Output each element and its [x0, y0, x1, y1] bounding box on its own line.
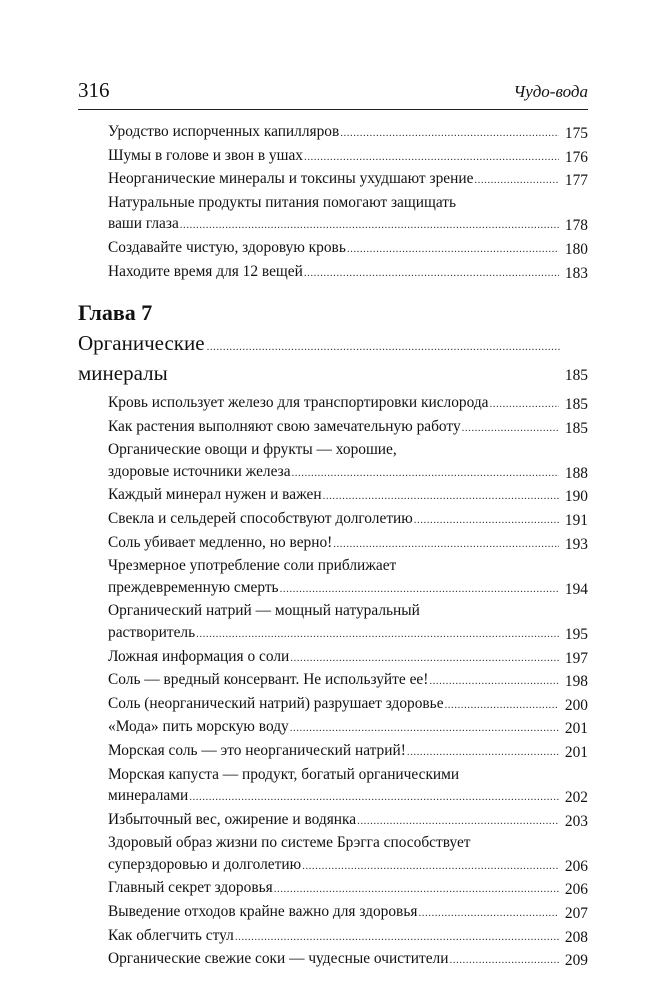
- toc-entry-last-line: [108, 168, 560, 192]
- page-number: 316: [78, 78, 110, 102]
- toc-entry-line: [108, 439, 560, 461]
- toc-entry-text: Соль убивает медленно, но верно!: [108, 533, 333, 551]
- chapter-page: 185: [564, 367, 588, 384]
- toc-entry-page: 203: [564, 812, 588, 830]
- toc-entry-page: 201: [564, 743, 588, 761]
- toc-entry-page: 177: [564, 172, 588, 190]
- toc-entry[interactable]: [78, 925, 588, 949]
- toc-entry-text: Ложная информация о соли: [108, 647, 290, 665]
- toc-top-list: [78, 121, 588, 284]
- header-rule: [78, 109, 588, 110]
- toc-entry-last-line: [108, 213, 560, 237]
- toc-entry-text: Морская соль — это неорганический натрий!: [108, 741, 406, 759]
- toc-entry[interactable]: [78, 192, 588, 237]
- toc-entry-page: 194: [564, 580, 588, 598]
- leader-dots: [347, 239, 559, 261]
- toc-entry-page: 206: [564, 857, 588, 875]
- leader-dots: [340, 123, 559, 145]
- toc-entry-text: Органические свежие соки — чудесные очистители: [108, 950, 449, 968]
- toc-entry-text: суперздоровью и долголетию: [108, 855, 302, 873]
- toc-entry-text: Здоровый образ жизни по системе Брэгга способствует: [108, 834, 471, 852]
- toc-entry[interactable]: [78, 901, 588, 925]
- toc-entry-last-line: [108, 669, 560, 693]
- toc-entry-page: 202: [564, 789, 588, 807]
- toc-entry[interactable]: [78, 555, 588, 600]
- toc-entry-text: Кровь использует железо для транспортировки кислорода: [108, 394, 489, 411]
- toc-entry[interactable]: [78, 693, 588, 717]
- leader-dots: [418, 903, 559, 925]
- toc-entry-last-line: [108, 392, 560, 416]
- leader-dots: [323, 486, 559, 508]
- leader-dots: [280, 579, 559, 601]
- toc-entry-last-line: [108, 121, 560, 145]
- toc-entry-text: Соль — вредный консервант. Не используйте ее!: [108, 671, 429, 689]
- toc-entry-page: 191: [564, 511, 588, 529]
- toc-entry-text: «Мода» пить морскую воду: [108, 718, 289, 736]
- toc-entry[interactable]: [78, 416, 588, 440]
- toc-entry[interactable]: [78, 532, 588, 556]
- toc-entry-last-line: [108, 484, 560, 508]
- toc-entry-last-line: [108, 416, 560, 440]
- toc-entry-last-line: [108, 854, 560, 878]
- toc-entry-last-line: [108, 577, 560, 601]
- leader-dots: [490, 394, 559, 416]
- leader-dots: [304, 147, 559, 169]
- leader-dots: [445, 695, 559, 717]
- toc-entry-page: 180: [564, 240, 588, 258]
- toc-entry-text: Соль (неорганический натрий) разрушает здоровье: [108, 694, 444, 712]
- toc-entry-line: [108, 764, 560, 786]
- leader-dots: [474, 170, 559, 192]
- toc-entry-last-line: [108, 877, 560, 901]
- toc-entry-last-line: [108, 740, 560, 764]
- leader-dots: [290, 718, 559, 740]
- toc-entry[interactable]: [78, 237, 588, 261]
- toc-entry[interactable]: [78, 832, 588, 877]
- page-header: [78, 78, 588, 108]
- toc-entry-last-line: [108, 237, 560, 261]
- toc-entry-page: 208: [564, 928, 588, 946]
- toc-entry-text: Главный секрет здоровья: [108, 879, 273, 897]
- toc-entry-text: минералами: [108, 787, 189, 805]
- toc-entry-text: Как растения выполняют свою замечательную работу: [108, 417, 461, 435]
- toc-entry-last-line: [108, 901, 560, 925]
- toc-entry-page: 200: [564, 696, 588, 714]
- toc-entry-text: Чрезмерное употребление соли приближает: [108, 557, 397, 575]
- toc-entry-line: [108, 600, 560, 622]
- leader-dots: [429, 671, 559, 693]
- leader-dots: [449, 950, 559, 972]
- chapter-block: [78, 279, 588, 972]
- leader-dots: [407, 742, 559, 764]
- toc-chapter-list: [78, 392, 588, 972]
- toc-entry[interactable]: [78, 121, 588, 145]
- leader-dots: [292, 463, 559, 485]
- toc-entry-text: Выведение отходов крайне важно для здоровья: [108, 903, 418, 921]
- toc-entry-page: 198: [564, 673, 588, 691]
- leader-dots: [235, 927, 559, 949]
- toc-entry-last-line: [108, 646, 560, 670]
- toc-entry-page: 209: [564, 952, 588, 970]
- toc-entry[interactable]: [78, 145, 588, 169]
- toc-entry-page: 193: [564, 535, 588, 553]
- toc-entry-last-line: [108, 785, 560, 809]
- toc-entry-text: преждевременную смерть: [108, 578, 279, 596]
- chapter-title: Органические минералы: [78, 331, 205, 385]
- toc-entry-page: 195: [564, 625, 588, 643]
- toc-entry-last-line: [108, 508, 560, 532]
- toc-entry[interactable]: [78, 716, 588, 740]
- toc-entry-text: Каждый минерал нужен и важен: [108, 486, 322, 504]
- toc-entry-last-line: [108, 145, 560, 169]
- toc-entry-last-line: [108, 716, 560, 740]
- leader-dots: [302, 856, 559, 878]
- leader-dots: [180, 215, 559, 237]
- leader-dots: [333, 534, 559, 556]
- leader-dots: [189, 787, 559, 809]
- toc-entry-page: 188: [564, 464, 588, 482]
- toc-entry[interactable]: [78, 669, 588, 693]
- toc-entry-text: Органический натрий — мощный натуральный: [108, 602, 420, 620]
- toc-entry[interactable]: [78, 439, 588, 484]
- toc-entry-page: 178: [564, 217, 588, 235]
- toc-entry[interactable]: [78, 948, 588, 972]
- toc-entry-last-line: [108, 461, 560, 485]
- toc-entry-last-line: [108, 622, 560, 646]
- leader-dots: [290, 648, 559, 670]
- toc-entry-page: 185: [564, 419, 588, 437]
- toc-entry-text: растворитель: [108, 623, 196, 641]
- leader-dots: [357, 811, 559, 833]
- toc-entry-page: 175: [564, 125, 588, 142]
- leader-dots: [196, 624, 559, 646]
- toc-entry[interactable]: [78, 392, 588, 416]
- toc-entry[interactable]: [78, 877, 588, 901]
- toc-entry-page: 201: [564, 720, 588, 738]
- toc-entry-text: Морская капуста — продукт, богатый органическими: [108, 765, 460, 783]
- toc-entry[interactable]: [78, 809, 588, 833]
- toc-entry-text: Неорганические минералы и токсины ухудшают зрение: [108, 170, 474, 188]
- toc-entry-last-line: [108, 925, 560, 949]
- toc-entry-page: 176: [564, 148, 588, 166]
- toc-entry-text: Как облегчить стул: [108, 926, 234, 944]
- toc-entry[interactable]: [78, 484, 588, 508]
- toc-entry[interactable]: [78, 168, 588, 192]
- toc-entry-page: 185: [564, 396, 588, 413]
- running-title: Чудо-вода: [513, 82, 588, 101]
- toc-entry-page: 190: [564, 488, 588, 506]
- toc-entry-text: Создавайте чистую, здоровую кровь: [108, 238, 346, 256]
- toc-entry[interactable]: [78, 508, 588, 532]
- toc-entry-text: Уродство испорченных капилляров: [108, 123, 340, 140]
- toc-entry-line: [108, 832, 560, 854]
- toc-entry[interactable]: [78, 764, 588, 809]
- toc-entry-page: 197: [564, 649, 588, 667]
- leader-dots: [414, 510, 559, 532]
- toc-entry-text: Избыточный вес, ожирение и водянка: [108, 810, 357, 828]
- toc-entry-text: здоровые источники железа: [108, 462, 291, 480]
- toc-entry[interactable]: [78, 646, 588, 670]
- leader-dots: [462, 418, 559, 440]
- toc-entry-page: 183: [564, 264, 588, 282]
- toc-entry-last-line: [108, 809, 560, 833]
- chapter-label: Глава 7: [78, 300, 153, 325]
- toc-entry-page: 206: [564, 881, 588, 899]
- toc-entry-line: [108, 192, 560, 214]
- toc-entry-text: Шумы в голове и звон в ушах: [108, 146, 304, 164]
- toc-entry-last-line: [108, 532, 560, 556]
- leader-dots: [207, 332, 560, 362]
- toc-entry-text: Свекла и сельдерей способствуют долголетию: [108, 509, 413, 527]
- toc-entry-text: Натуральные продукты питания помогают защищать: [108, 193, 457, 211]
- chapter-title-entry[interactable]: [78, 328, 588, 388]
- leader-dots: [274, 879, 559, 901]
- toc-entry-line: [108, 555, 560, 577]
- toc-entry-last-line: [108, 693, 560, 717]
- toc-entry-page: 207: [564, 905, 588, 923]
- toc-entry-text: Находите время для 12 вещей: [108, 262, 303, 280]
- toc-entry-text: ваши глаза: [108, 215, 179, 233]
- toc-entry[interactable]: [78, 600, 588, 645]
- toc-entry-text: Органические овощи и фрукты — хорошие,: [108, 441, 397, 459]
- toc-entry-last-line: [108, 948, 560, 972]
- toc-entry[interactable]: [78, 740, 588, 764]
